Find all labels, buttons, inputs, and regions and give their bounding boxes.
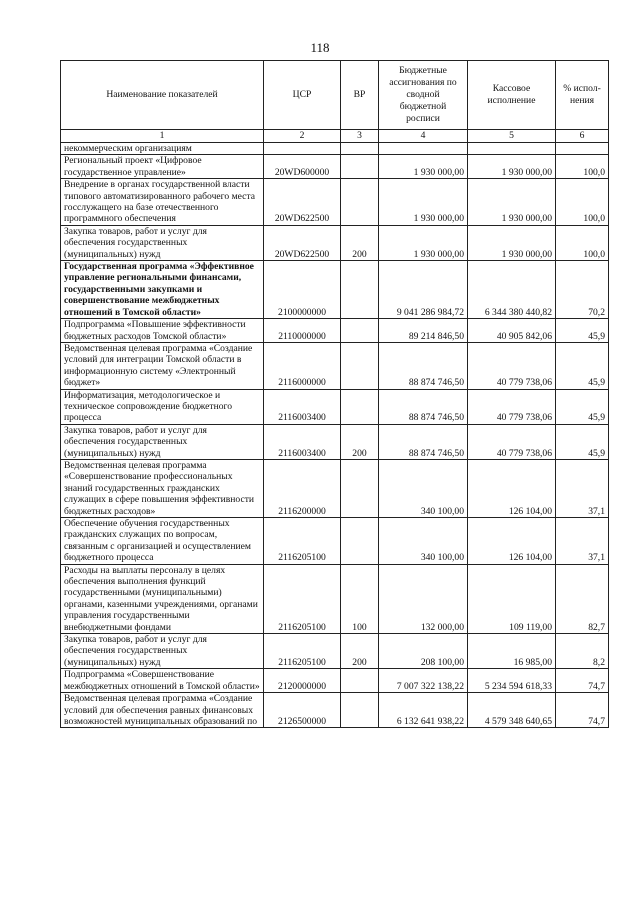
row-execution: 16 985,00 bbox=[468, 634, 556, 669]
column-number: 5 bbox=[468, 130, 556, 143]
table-row bbox=[61, 225, 609, 260]
row-execution: 1 930 000,00 bbox=[468, 155, 556, 179]
row-name: Государственная программа «Эффективное управление региональными финансами, государственными закупками и совершенствование межбюджетных отношений в Томской области» bbox=[61, 261, 264, 319]
row-csr: 2116205100 bbox=[264, 564, 341, 633]
column-number: 3 bbox=[341, 130, 379, 143]
row-csr: 20WD622500 bbox=[264, 179, 341, 226]
column-number: 4 bbox=[379, 130, 468, 143]
row-name: Внедрение в органах государственной власти типового автоматизированного рабочего места госслужащего на базе отечественного программного обеспечения bbox=[61, 179, 264, 226]
row-budget: 1 930 000,00 bbox=[379, 179, 468, 226]
row-budget: 1 930 000,00 bbox=[379, 155, 468, 179]
row-name: Закупка товаров, работ и услуг для обеспечения государственных (муниципальных) нужд bbox=[61, 634, 264, 669]
table-row bbox=[61, 564, 609, 633]
row-execution: 40 779 738,06 bbox=[468, 342, 556, 389]
table-row bbox=[61, 389, 609, 424]
row-name: Ведомственная целевая программа «Создание условий для интеграции Томской области в информационную систему «Электронный бюджет» bbox=[61, 342, 264, 389]
table-row bbox=[61, 179, 609, 226]
row-percent: 37,1 bbox=[556, 518, 609, 565]
table-row bbox=[61, 143, 609, 155]
row-execution bbox=[468, 143, 556, 155]
row-name: Подпрограмма «Совершенствование межбюджетных отношений в Томской области» bbox=[61, 669, 264, 693]
row-percent: 74,7 bbox=[556, 693, 609, 728]
row-name: Закупка товаров, работ и услуг для обеспечения государственных (муниципальных) нужд bbox=[61, 424, 264, 459]
row-budget bbox=[379, 143, 468, 155]
row-execution: 40 905 842,06 bbox=[468, 319, 556, 343]
row-execution: 40 779 738,06 bbox=[468, 424, 556, 459]
row-execution: 1 930 000,00 bbox=[468, 225, 556, 260]
row-csr: 2120000000 bbox=[264, 669, 341, 693]
row-percent: 45,9 bbox=[556, 342, 609, 389]
column-number: 2 bbox=[264, 130, 341, 143]
row-vr bbox=[341, 261, 379, 319]
row-budget: 88 874 746,50 bbox=[379, 342, 468, 389]
row-execution: 109 119,00 bbox=[468, 564, 556, 633]
row-budget: 132 000,00 bbox=[379, 564, 468, 633]
row-percent: 45,9 bbox=[556, 424, 609, 459]
row-csr: 2116205100 bbox=[264, 634, 341, 669]
row-vr bbox=[341, 143, 379, 155]
row-csr: 2116000000 bbox=[264, 342, 341, 389]
row-vr bbox=[341, 669, 379, 693]
row-budget: 88 874 746,50 bbox=[379, 424, 468, 459]
row-csr bbox=[264, 143, 341, 155]
table-row bbox=[61, 459, 609, 517]
column-number: 6 bbox=[556, 130, 609, 143]
row-name: Обеспечение обучения государственных гражданских служащих по вопросам, связанным с организацией и осуществлением бюджетного процесса bbox=[61, 518, 264, 565]
row-percent: 45,9 bbox=[556, 319, 609, 343]
row-percent: 45,9 bbox=[556, 389, 609, 424]
row-csr: 2100000000 bbox=[264, 261, 341, 319]
row-percent: 82,7 bbox=[556, 564, 609, 633]
row-percent: 8,2 bbox=[556, 634, 609, 669]
row-name: Закупка товаров, работ и услуг для обеспечения государственных (муниципальных) нужд bbox=[61, 225, 264, 260]
row-name: Ведомственная целевая программа «Совершенствование профессиональных знаний государственных гражданских служащих в сфере повышения эффективности бюджетных расходов» bbox=[61, 459, 264, 517]
row-execution: 40 779 738,06 bbox=[468, 389, 556, 424]
table-row bbox=[61, 693, 609, 728]
row-vr bbox=[341, 179, 379, 226]
row-budget: 6 132 641 938,22 bbox=[379, 693, 468, 728]
row-percent: 70,2 bbox=[556, 261, 609, 319]
row-csr: 2116200000 bbox=[264, 459, 341, 517]
row-csr: 20WD600000 bbox=[264, 155, 341, 179]
table-row bbox=[61, 261, 609, 319]
row-execution: 126 104,00 bbox=[468, 459, 556, 517]
header-name: Наименование показателей bbox=[61, 61, 264, 130]
row-percent: 100,0 bbox=[556, 225, 609, 260]
row-vr bbox=[341, 459, 379, 517]
table-row bbox=[61, 155, 609, 179]
table-row bbox=[61, 424, 609, 459]
row-budget: 88 874 746,50 bbox=[379, 389, 468, 424]
table-row bbox=[61, 669, 609, 693]
row-budget: 7 007 322 138,22 bbox=[379, 669, 468, 693]
row-vr bbox=[341, 319, 379, 343]
row-vr bbox=[341, 693, 379, 728]
row-csr: 2116003400 bbox=[264, 424, 341, 459]
row-name: Региональный проект «Цифровое государственное управление» bbox=[61, 155, 264, 179]
row-name: Информатизация, методологическое и техническое сопровождение бюджетного процесса bbox=[61, 389, 264, 424]
row-csr: 2126500000 bbox=[264, 693, 341, 728]
page-number: 118 bbox=[310, 40, 330, 55]
row-name: некоммерческим организациям bbox=[61, 143, 264, 155]
row-csr: 2116003400 bbox=[264, 389, 341, 424]
row-percent bbox=[556, 143, 609, 155]
row-vr bbox=[341, 342, 379, 389]
row-name: Подпрограмма «Повышение эффективности бюджетных расходов Томской области» bbox=[61, 319, 264, 343]
row-percent: 100,0 bbox=[556, 179, 609, 226]
budget-table bbox=[60, 60, 609, 728]
header-percent: % испол-нения bbox=[556, 61, 609, 130]
header-execution: Кассовое исполнение bbox=[468, 61, 556, 130]
row-vr: 200 bbox=[341, 424, 379, 459]
header-row bbox=[61, 61, 609, 130]
table-row bbox=[61, 342, 609, 389]
row-budget: 208 100,00 bbox=[379, 634, 468, 669]
header-csr: ЦСР bbox=[264, 61, 341, 130]
row-execution: 5 234 594 618,33 bbox=[468, 669, 556, 693]
row-execution: 1 930 000,00 bbox=[468, 179, 556, 226]
row-vr bbox=[341, 518, 379, 565]
row-percent: 100,0 bbox=[556, 155, 609, 179]
row-percent: 74,7 bbox=[556, 669, 609, 693]
row-name: Ведомственная целевая программа «Создание условий для обеспечения равных финансовых возможностей муниципальных образований по bbox=[61, 693, 264, 728]
row-budget: 340 100,00 bbox=[379, 459, 468, 517]
row-percent: 37,1 bbox=[556, 459, 609, 517]
row-budget: 340 100,00 bbox=[379, 518, 468, 565]
row-vr bbox=[341, 389, 379, 424]
row-vr: 200 bbox=[341, 225, 379, 260]
column-number: 1 bbox=[61, 130, 264, 143]
row-vr: 200 bbox=[341, 634, 379, 669]
row-execution: 4 579 348 640,65 bbox=[468, 693, 556, 728]
header-budget: Бюджетные ассигнования по сводной бюджетной росписи bbox=[379, 61, 468, 130]
row-vr bbox=[341, 155, 379, 179]
row-name: Расходы на выплаты персоналу в целях обеспечения выполнения функций государственными (муниципальными) органами, казенными учреждениями, органами управления государственными внебюджетными фондами bbox=[61, 564, 264, 633]
row-execution: 126 104,00 bbox=[468, 518, 556, 565]
row-csr: 20WD622500 bbox=[264, 225, 341, 260]
row-csr: 2116205100 bbox=[264, 518, 341, 565]
row-budget: 1 930 000,00 bbox=[379, 225, 468, 260]
row-vr: 100 bbox=[341, 564, 379, 633]
row-budget: 89 214 846,50 bbox=[379, 319, 468, 343]
column-number-row bbox=[61, 130, 609, 143]
header-vr: ВР bbox=[341, 61, 379, 130]
table-row bbox=[61, 319, 609, 343]
row-csr: 2110000000 bbox=[264, 319, 341, 343]
table-row bbox=[61, 518, 609, 565]
row-execution: 6 344 380 440,82 bbox=[468, 261, 556, 319]
row-budget: 9 041 286 984,72 bbox=[379, 261, 468, 319]
table-row bbox=[61, 634, 609, 669]
